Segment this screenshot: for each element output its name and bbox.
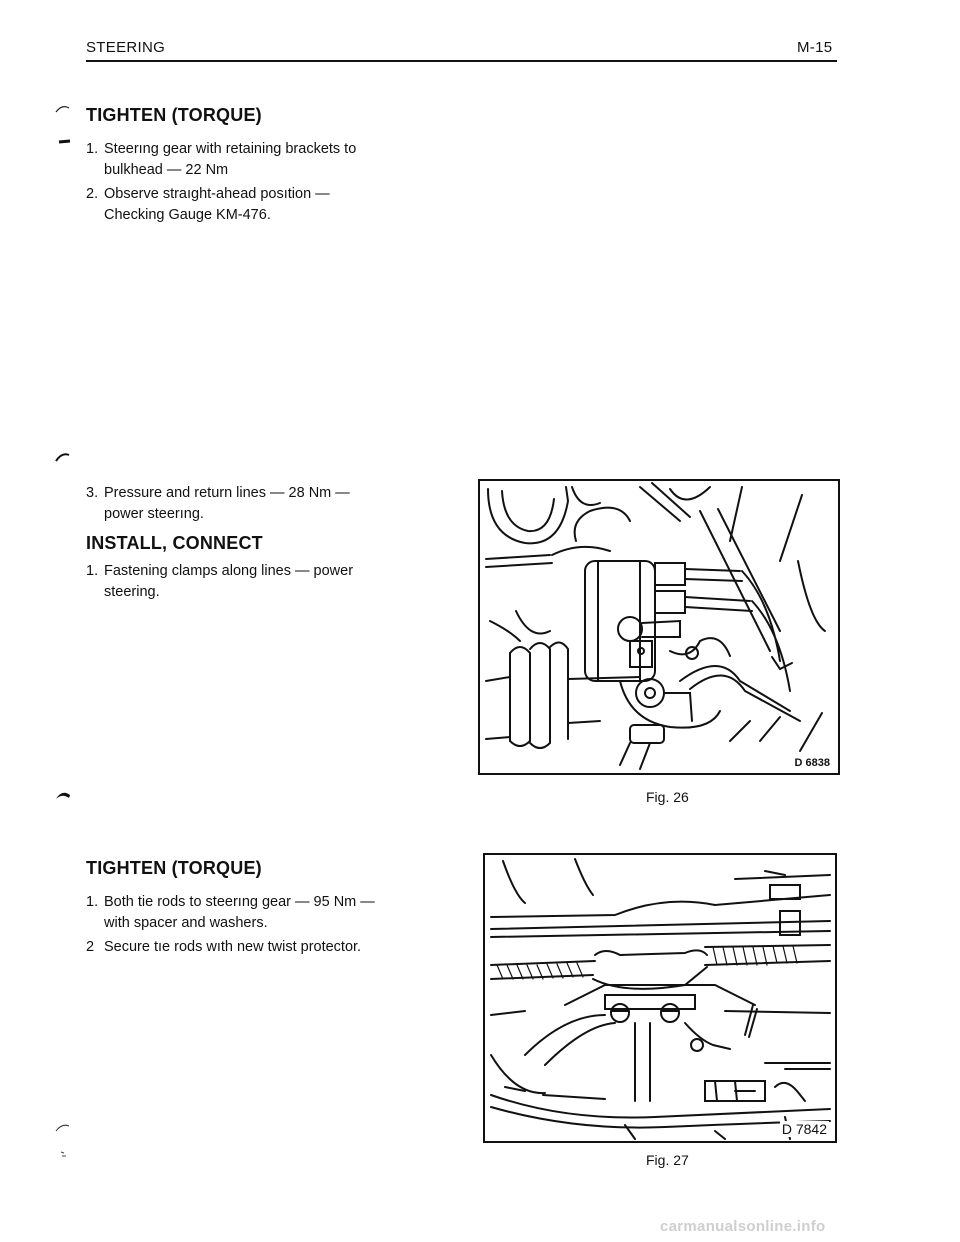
heading-tighten-torque: TIGHTEN (TORQUE) — [86, 105, 262, 125]
list-item — [86, 561, 386, 603]
item-number: 1. — [86, 141, 99, 157]
list-item — [86, 184, 386, 226]
tie-rod-line-drawing — [485, 855, 835, 1141]
margin-mark — [55, 1123, 71, 1133]
margin-mark — [60, 1150, 68, 1158]
item-text: Both tie rods to steerıng gear — 95 Nm — with spacer and washers. — [104, 894, 375, 931]
item-number: 3. — [86, 485, 99, 501]
section-title: STEERING — [86, 39, 166, 56]
margin-mark — [58, 138, 72, 146]
list-item — [86, 937, 386, 958]
figure-code: D 6838 — [794, 757, 830, 769]
item-number: 1. — [86, 563, 99, 579]
figure-caption: Fig. 27 — [646, 1152, 689, 1168]
watermark: carmanualsonline.info — [660, 1218, 826, 1235]
list-item — [86, 483, 386, 525]
figure-code: D 7842 — [781, 1121, 827, 1137]
list-item — [86, 892, 386, 934]
margin-mark — [55, 789, 71, 801]
item-number: 2. — [86, 186, 99, 202]
list-item — [86, 139, 386, 181]
item-text: Secure tıe rods wıth new twist protector. — [104, 939, 362, 955]
item-text: Steerıng gear with retaining brackets to bulkhead — 22 Nm — [104, 141, 357, 178]
item-text: Fastening clamps along lines — power steering. — [104, 563, 354, 600]
item-number: 1. — [86, 894, 99, 910]
figure-27-illustration — [483, 853, 837, 1143]
item-text: Observe straıght-ahead posıtion — Checking Gauge KM-476. — [104, 186, 330, 223]
page-number: M-15 — [797, 39, 833, 56]
steering-gear-line-drawing — [480, 481, 838, 773]
margin-mark — [55, 451, 71, 463]
heading-tighten-torque: TIGHTEN (TORQUE) — [86, 858, 262, 878]
figure-caption: Fig. 26 — [646, 789, 689, 805]
heading-install-connect: INSTALL, CONNECT — [86, 533, 263, 553]
margin-mark — [55, 104, 71, 114]
header-rule — [86, 60, 837, 62]
figure-26-illustration — [478, 479, 840, 775]
item-number: 2 — [86, 939, 95, 955]
item-text: Pressure and return lines — 28 Nm — power steerıng. — [104, 485, 350, 522]
